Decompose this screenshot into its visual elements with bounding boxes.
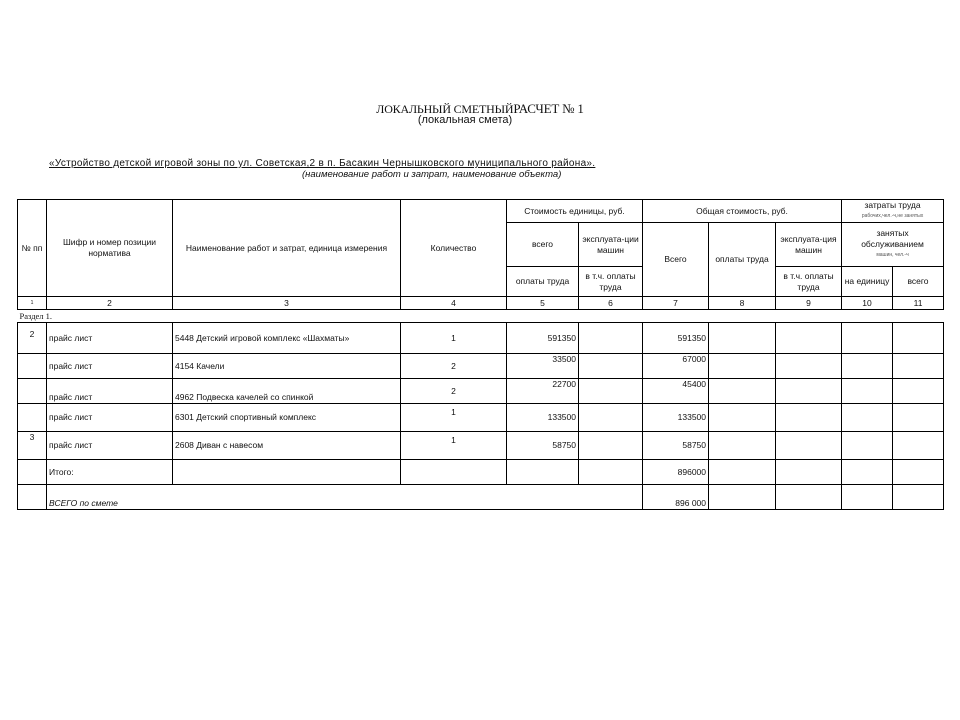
row-cell-empty xyxy=(709,323,776,354)
row-cell-empty xyxy=(18,460,47,485)
row-unit-cost: 22700 xyxy=(507,379,579,404)
col-number: 6 xyxy=(579,297,643,310)
row-unit-cost: 133500 xyxy=(507,404,579,432)
row-qty: 2 xyxy=(401,379,507,404)
table-row xyxy=(18,323,944,354)
header-total-all: Всего xyxy=(643,223,709,297)
row-qty: 2 xyxy=(401,354,507,379)
row-qty: 1 xyxy=(401,404,507,432)
col-number: 4 xyxy=(401,297,507,310)
subtotal-value: 896000 xyxy=(643,460,709,485)
row-cell-empty xyxy=(842,432,893,460)
header-labor xyxy=(842,200,944,223)
row-name: 2608 Диван с навесом xyxy=(173,432,401,460)
header-unit-all: всего xyxy=(507,223,579,267)
row-cell-empty xyxy=(893,379,944,404)
row-cell-empty xyxy=(893,404,944,432)
row-code: прайс лист xyxy=(47,432,173,460)
row-cell-empty xyxy=(579,323,643,354)
row-cell-empty xyxy=(842,354,893,379)
row-cell-empty xyxy=(893,354,944,379)
subtotal-row xyxy=(18,460,944,485)
row-cell-empty xyxy=(709,404,776,432)
row-qty: 1 xyxy=(401,323,507,354)
row-name: 4962 Подвеска качелей со спинкой xyxy=(173,379,401,404)
row-name: 6301 Детский спортивный комплекс xyxy=(173,404,401,432)
col-number: 9 xyxy=(776,297,842,310)
table-row xyxy=(18,432,944,460)
row-cell-empty xyxy=(579,404,643,432)
grand-total-value: 896 000 xyxy=(643,485,709,510)
col-number: 3 xyxy=(173,297,401,310)
header-name: Наименование работ и затрат, единица измерения xyxy=(173,200,401,297)
col-number: 8 xyxy=(709,297,776,310)
header-unit-machines: эксплуата-ции машин xyxy=(579,223,643,267)
row-unit-cost: 58750 xyxy=(507,432,579,460)
document-subtitle: (локальная смета) xyxy=(417,114,513,126)
row-cell-empty xyxy=(842,323,893,354)
object-caption: (наименование работ и затрат, наименование объекта) xyxy=(302,169,562,180)
row-total-cost: 45400 xyxy=(643,379,709,404)
row-qty: 1 xyxy=(401,432,507,460)
title-right: РАСЧЕТ № 1 xyxy=(513,101,584,116)
column-numbers-row xyxy=(18,297,944,310)
row-num xyxy=(18,404,47,432)
row-total-cost: 58750 xyxy=(643,432,709,460)
row-cell-empty xyxy=(579,432,643,460)
row-cell-empty xyxy=(173,460,401,485)
header-total-machines: эксплуата-ция машин xyxy=(776,223,842,267)
col-number: 5 xyxy=(507,297,579,310)
header-labor-service-text: занятых обслуживанием xyxy=(861,228,924,249)
header-wages: оплаты труда xyxy=(507,267,579,297)
row-cell-empty xyxy=(776,323,842,354)
col-number: 11 xyxy=(893,297,944,310)
header-code: Шифр и номер позиции норматива xyxy=(47,200,173,297)
row-cell-empty xyxy=(842,460,893,485)
estimate-table xyxy=(17,199,944,510)
row-cell-empty xyxy=(776,379,842,404)
row-cell-empty xyxy=(401,460,507,485)
title-left: ЛОКАЛЬНЫЙ СМЕТНЫЙ xyxy=(376,102,514,116)
header-labor-service-note: машин, чел.-ч xyxy=(876,252,909,258)
row-cell-empty xyxy=(709,485,776,510)
col-number: 10 xyxy=(842,297,893,310)
row-name: 4154 Качели xyxy=(173,354,401,379)
header-incl-wages-machines: в т.ч. оплаты труда xyxy=(776,267,842,297)
table-row xyxy=(18,379,944,404)
row-cell-empty xyxy=(579,460,643,485)
col-number: 1 xyxy=(18,297,47,310)
col-number: 2 xyxy=(47,297,173,310)
row-cell-empty xyxy=(709,460,776,485)
header-incl-wages: в т.ч. оплаты труда xyxy=(579,267,643,297)
row-cell-empty xyxy=(18,485,47,510)
row-total-cost: 133500 xyxy=(643,404,709,432)
row-name: 5448 Детский игровой комплекс «Шахматы» xyxy=(173,323,401,354)
header-total-wages: оплаты труда xyxy=(709,223,776,297)
row-cell-empty xyxy=(893,432,944,460)
header-labor-note: рабочих,чел.-ч,не занятых xyxy=(861,213,924,219)
grand-total-row xyxy=(18,485,944,510)
row-cell-empty xyxy=(893,460,944,485)
row-cell-empty xyxy=(776,354,842,379)
row-cell-empty xyxy=(709,354,776,379)
row-num: 3 xyxy=(18,432,47,460)
row-cell-empty xyxy=(579,354,643,379)
row-cell-empty xyxy=(776,404,842,432)
col-number: 7 xyxy=(643,297,709,310)
row-unit-cost: 33500 xyxy=(507,354,579,379)
row-cell-empty xyxy=(842,379,893,404)
row-code: прайс лист xyxy=(47,379,173,404)
row-cell-empty xyxy=(893,323,944,354)
row-num: 2 xyxy=(18,323,47,354)
header-total-cost: Общая стоимость, руб. xyxy=(643,200,842,223)
table-row xyxy=(18,354,944,379)
row-code: прайс лист xyxy=(47,404,173,432)
row-cell-empty xyxy=(893,485,944,510)
row-cell-empty xyxy=(579,379,643,404)
header-per-unit: на единицу xyxy=(842,267,893,297)
header-labor-service xyxy=(842,223,944,267)
row-cell-empty xyxy=(709,432,776,460)
row-num xyxy=(18,354,47,379)
row-unit-cost: 591350 xyxy=(507,323,579,354)
header-qty: Количество xyxy=(401,200,507,297)
section-row xyxy=(18,310,944,323)
header-unit-cost: Стоимость единицы, руб. xyxy=(507,200,643,223)
row-total-cost: 67000 xyxy=(643,354,709,379)
row-cell-empty xyxy=(842,404,893,432)
row-cell-empty xyxy=(709,379,776,404)
grand-total-label: ВСЕГО по смете xyxy=(47,485,643,510)
row-code: прайс лист xyxy=(47,323,173,354)
table-row xyxy=(18,404,944,432)
row-code: прайс лист xyxy=(47,354,173,379)
object-name: «Устройство детской игровой зоны по ул. Советская,2 в п. Басакин Чернышковского муниципального района». xyxy=(49,158,596,169)
row-cell-empty xyxy=(842,485,893,510)
row-total-cost: 591350 xyxy=(643,323,709,354)
row-cell-empty xyxy=(776,432,842,460)
header-num: № пп xyxy=(18,200,47,297)
row-cell-empty xyxy=(507,460,579,485)
header-labor-total: всего xyxy=(893,267,944,297)
row-num xyxy=(18,379,47,404)
header-labor-title: затраты труда xyxy=(864,200,921,210)
section-title: Раздел 1. xyxy=(18,310,944,323)
subtotal-label: Итого: xyxy=(47,460,173,485)
row-cell-empty xyxy=(776,460,842,485)
row-cell-empty xyxy=(776,485,842,510)
